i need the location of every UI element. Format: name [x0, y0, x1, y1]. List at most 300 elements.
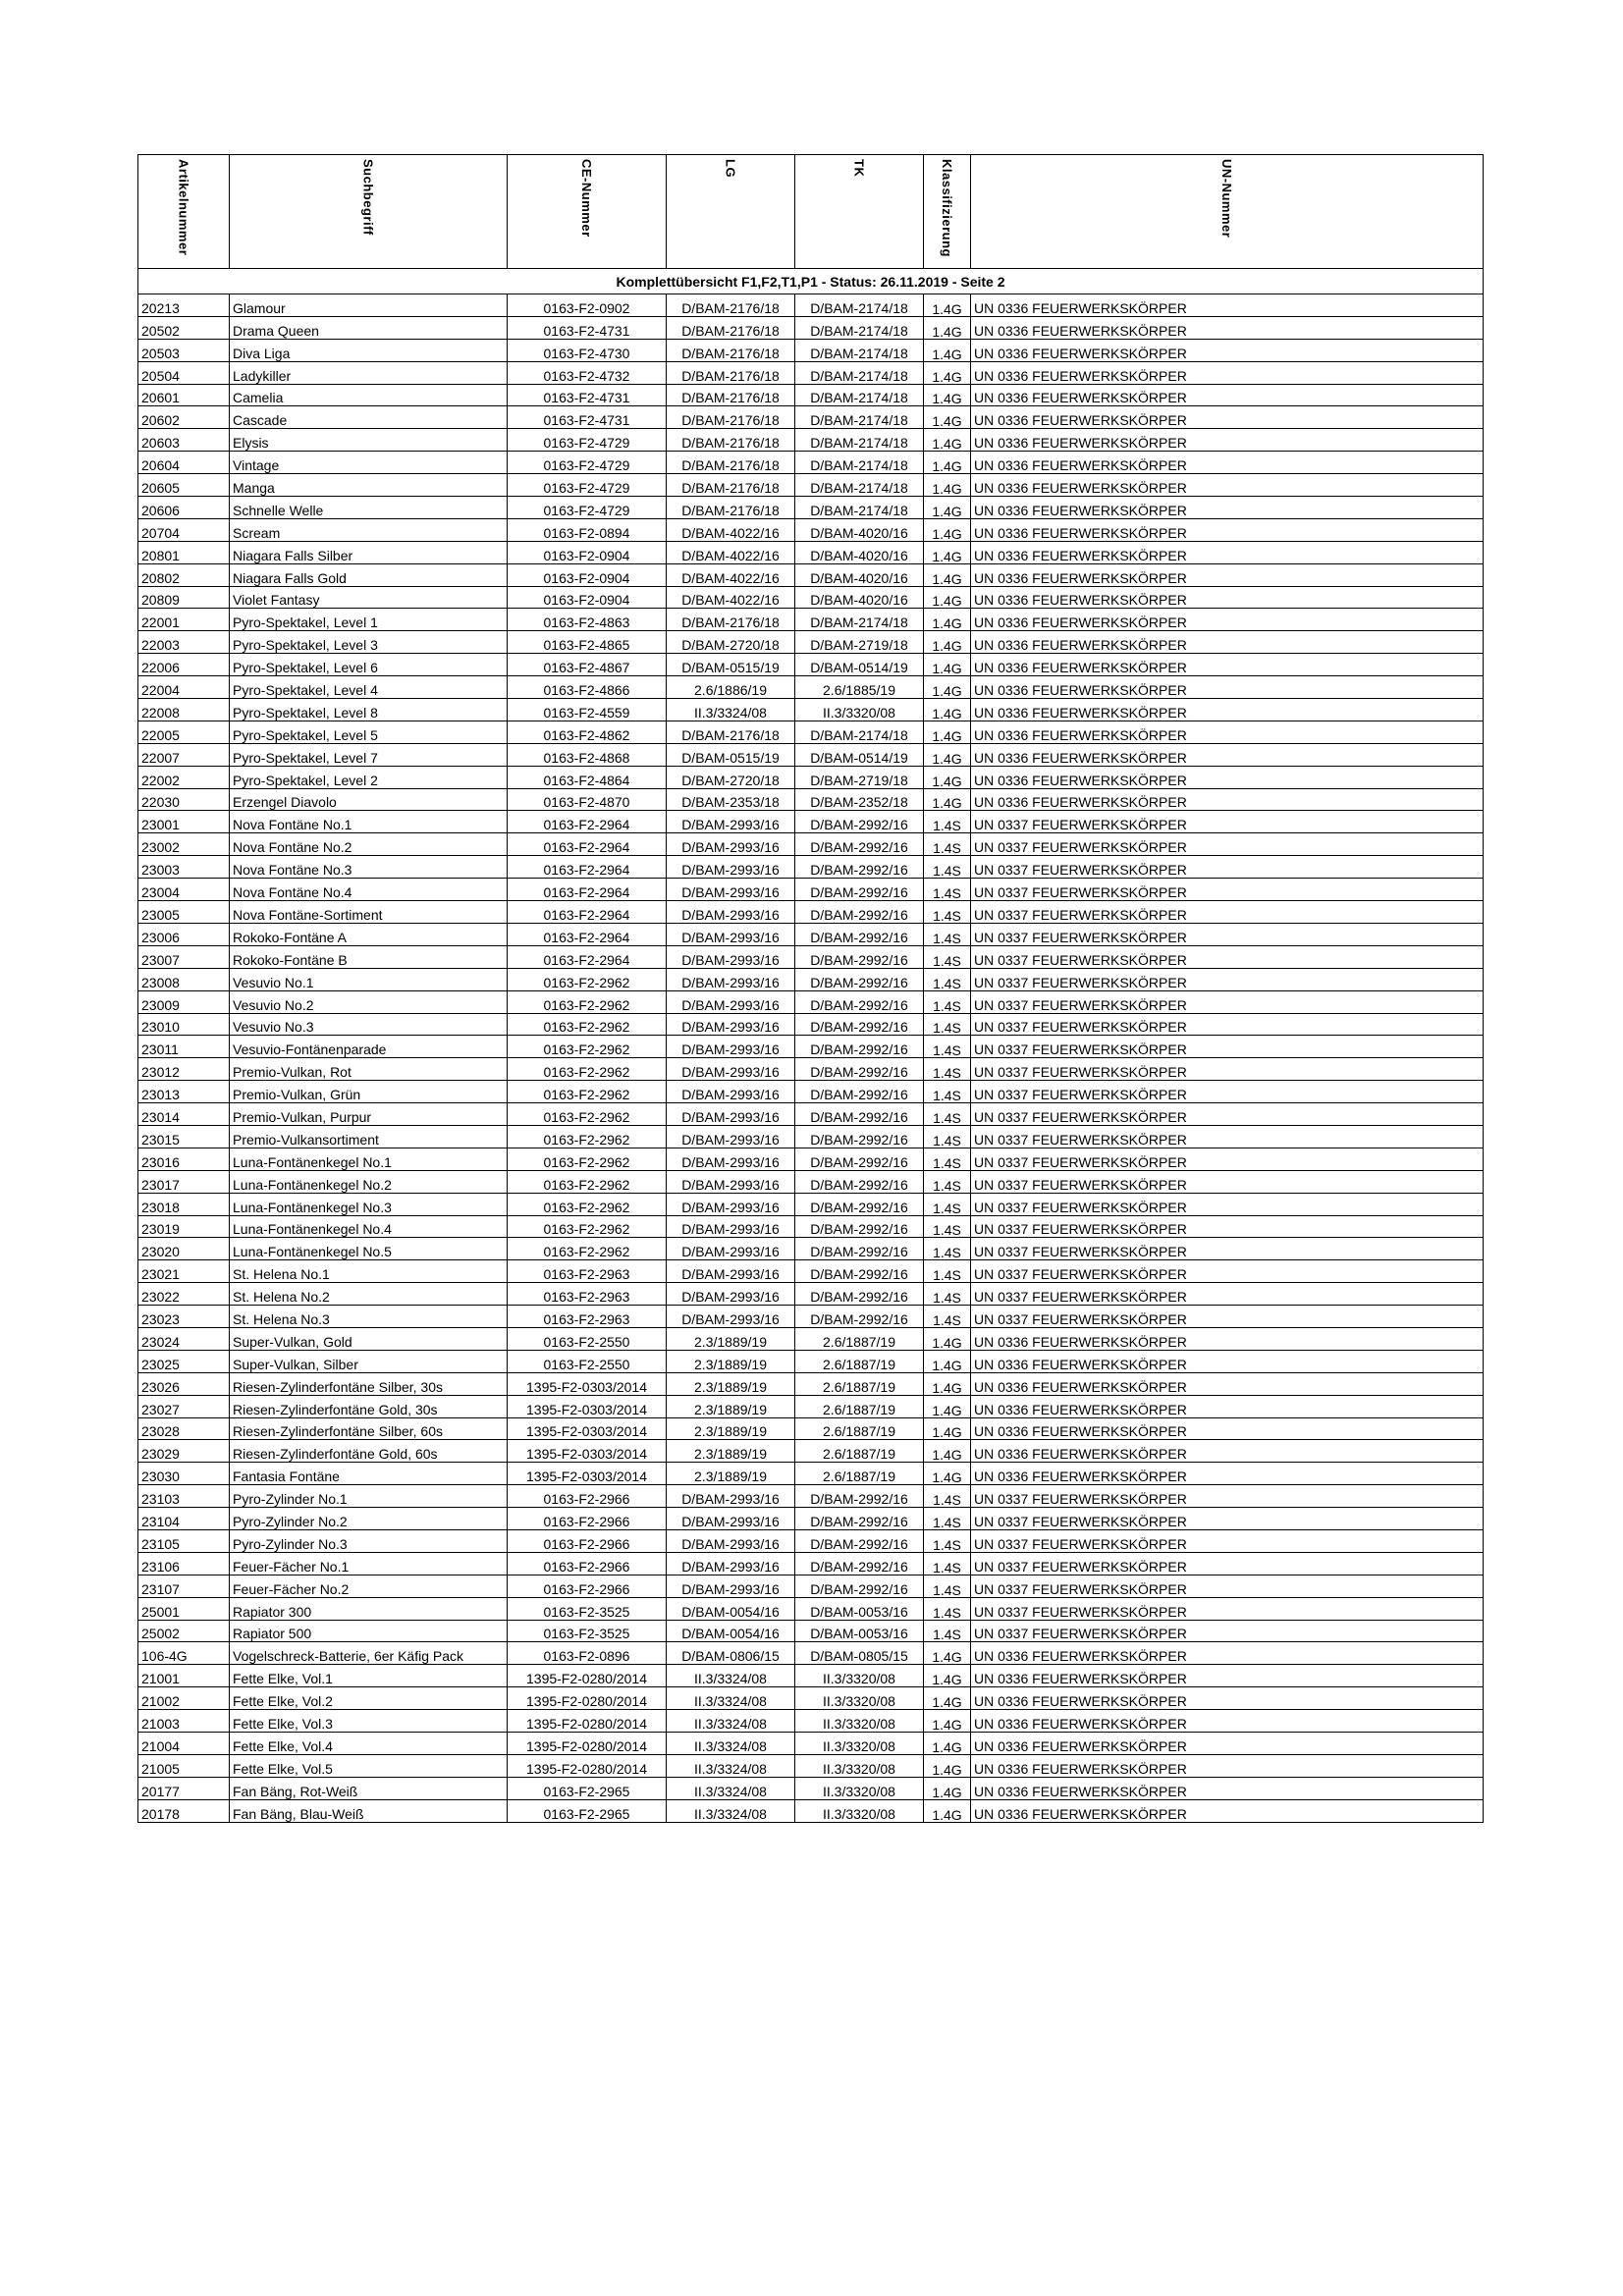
cell-suchbegriff: Vintage — [230, 452, 508, 474]
cell-ce-nummer: 0163-F2-0904 — [508, 563, 667, 586]
table-row — [138, 361, 1484, 384]
cell-tk: D/BAM-2992/16 — [795, 879, 924, 901]
cell-klassifizierung: 1.4S — [924, 1193, 971, 1215]
cell-suchbegriff: Luna-Fontänenkegel No.5 — [230, 1238, 508, 1260]
cell-ce-nummer: 0163-F2-2964 — [508, 879, 667, 901]
cell-ce-nummer: 0163-F2-2962 — [508, 1013, 667, 1036]
cell-tk: D/BAM-2352/18 — [795, 788, 924, 811]
cell-suchbegriff: St. Helena No.2 — [230, 1283, 508, 1306]
cell-un-nummer: UN 0336 FEUERWERKSKÖRPER — [971, 788, 1484, 811]
cell-ce-nummer: 0163-F2-2962 — [508, 1081, 667, 1103]
cell-artikelnummer: 20802 — [138, 563, 230, 586]
table-row — [138, 1754, 1484, 1777]
cell-un-nummer: UN 0336 FEUERWERKSKÖRPER — [971, 609, 1484, 631]
cell-tk: D/BAM-2992/16 — [795, 1125, 924, 1148]
cell-tk: D/BAM-2992/16 — [795, 1081, 924, 1103]
cell-tk: D/BAM-2174/18 — [795, 497, 924, 519]
cell-lg: D/BAM-2993/16 — [667, 923, 795, 945]
cell-artikelnummer: 23029 — [138, 1440, 230, 1463]
cell-klassifizierung: 1.4G — [924, 1327, 971, 1350]
cell-lg: D/BAM-2176/18 — [667, 721, 795, 743]
cell-un-nummer: UN 0337 FEUERWERKSKÖRPER — [971, 1508, 1484, 1530]
cell-lg: D/BAM-2720/18 — [667, 766, 795, 788]
cell-tk: II.3/3320/08 — [795, 1687, 924, 1710]
cell-klassifizierung: 1.4G — [924, 1687, 971, 1710]
cell-un-nummer: UN 0337 FEUERWERKSKÖRPER — [971, 856, 1484, 879]
cell-tk: D/BAM-4020/16 — [795, 563, 924, 586]
cell-un-nummer: UN 0337 FEUERWERKSKÖRPER — [971, 1036, 1484, 1058]
table-row — [138, 541, 1484, 563]
cell-ce-nummer: 1395-F2-0280/2014 — [508, 1687, 667, 1710]
cell-suchbegriff: Pyro-Spektakel, Level 4 — [230, 676, 508, 699]
cell-ce-nummer: 0163-F2-4729 — [508, 429, 667, 452]
table-row — [138, 676, 1484, 699]
cell-tk: D/BAM-2719/18 — [795, 766, 924, 788]
cell-tk: D/BAM-2992/16 — [795, 1508, 924, 1530]
cell-suchbegriff: Premio-Vulkansortiment — [230, 1125, 508, 1148]
table-row — [138, 1013, 1484, 1036]
cell-un-nummer: UN 0336 FEUERWERKSKÖRPER — [971, 1440, 1484, 1463]
cell-artikelnummer: 22003 — [138, 631, 230, 654]
cell-un-nummer: UN 0337 FEUERWERKSKÖRPER — [971, 1103, 1484, 1126]
cell-artikelnummer: 23103 — [138, 1485, 230, 1508]
cell-suchbegriff: Super-Vulkan, Gold — [230, 1327, 508, 1350]
cell-ce-nummer: 0163-F2-2962 — [508, 1148, 667, 1170]
table-row — [138, 1125, 1484, 1148]
table-row — [138, 1552, 1484, 1575]
cell-ce-nummer: 0163-F2-4729 — [508, 452, 667, 474]
cell-klassifizierung: 1.4S — [924, 1260, 971, 1283]
cell-klassifizierung: 1.4G — [924, 541, 971, 563]
cell-suchbegriff: Fette Elke, Vol.5 — [230, 1754, 508, 1777]
cell-lg: D/BAM-2176/18 — [667, 452, 795, 474]
cell-artikelnummer: 25002 — [138, 1620, 230, 1642]
cell-lg: 2.6/1886/19 — [667, 676, 795, 699]
cell-klassifizierung: 1.4S — [924, 1081, 971, 1103]
cell-ce-nummer: 0163-F2-4866 — [508, 676, 667, 699]
cell-un-nummer: UN 0337 FEUERWERKSKÖRPER — [971, 923, 1484, 945]
cell-lg: D/BAM-0054/16 — [667, 1620, 795, 1642]
cell-artikelnummer: 23009 — [138, 990, 230, 1013]
cell-ce-nummer: 0163-F2-2962 — [508, 1036, 667, 1058]
cell-un-nummer: UN 0336 FEUERWERKSKÖRPER — [971, 497, 1484, 519]
cell-lg: D/BAM-2993/16 — [667, 901, 795, 924]
cell-artikelnummer: 23027 — [138, 1395, 230, 1417]
table-row — [138, 766, 1484, 788]
cell-lg: D/BAM-2993/16 — [667, 1485, 795, 1508]
cell-un-nummer: UN 0336 FEUERWERKSKÖRPER — [971, 1372, 1484, 1395]
cell-artikelnummer: 20704 — [138, 518, 230, 541]
cell-klassifizierung: 1.4G — [924, 743, 971, 766]
cell-tk: 2.6/1887/19 — [795, 1372, 924, 1395]
cell-un-nummer: UN 0337 FEUERWERKSKÖRPER — [971, 833, 1484, 856]
cell-un-nummer: UN 0337 FEUERWERKSKÖRPER — [971, 1597, 1484, 1620]
cell-suchbegriff: Schnelle Welle — [230, 497, 508, 519]
cell-tk: D/BAM-2174/18 — [795, 316, 924, 339]
cell-suchbegriff: Luna-Fontänenkegel No.1 — [230, 1148, 508, 1170]
cell-ce-nummer: 0163-F2-2964 — [508, 923, 667, 945]
cell-lg: D/BAM-2176/18 — [667, 339, 795, 361]
cell-lg: D/BAM-4022/16 — [667, 518, 795, 541]
cell-ce-nummer: 0163-F2-4559 — [508, 699, 667, 721]
table-row — [138, 743, 1484, 766]
cell-artikelnummer: 22001 — [138, 609, 230, 631]
cell-suchbegriff: Niagara Falls Silber — [230, 541, 508, 563]
cell-ce-nummer: 1395-F2-0280/2014 — [508, 1754, 667, 1777]
cell-suchbegriff: Nova Fontäne No.3 — [230, 856, 508, 879]
cell-ce-nummer: 1395-F2-0303/2014 — [508, 1440, 667, 1463]
cell-artikelnummer: 23001 — [138, 811, 230, 833]
cell-ce-nummer: 0163-F2-2962 — [508, 1193, 667, 1215]
cell-suchbegriff: Fette Elke, Vol.1 — [230, 1665, 508, 1687]
cell-suchbegriff: Riesen-Zylinderfontäne Gold, 60s — [230, 1440, 508, 1463]
cell-artikelnummer: 23018 — [138, 1193, 230, 1215]
cell-lg: D/BAM-2993/16 — [667, 1058, 795, 1081]
cell-artikelnummer: 23106 — [138, 1552, 230, 1575]
cell-tk: D/BAM-2992/16 — [795, 1036, 924, 1058]
cell-un-nummer: UN 0336 FEUERWERKSKÖRPER — [971, 676, 1484, 699]
cell-un-nummer: UN 0337 FEUERWERKSKÖRPER — [971, 1193, 1484, 1215]
cell-artikelnummer: 23028 — [138, 1417, 230, 1440]
cell-lg: D/BAM-2176/18 — [667, 384, 795, 406]
cell-klassifizierung: 1.4S — [924, 811, 971, 833]
cell-tk: D/BAM-2174/18 — [795, 609, 924, 631]
cell-suchbegriff: Rapiator 500 — [230, 1620, 508, 1642]
cell-suchbegriff: Fette Elke, Vol.4 — [230, 1733, 508, 1755]
cell-ce-nummer: 0163-F2-4864 — [508, 766, 667, 788]
table-row — [138, 609, 1484, 631]
cell-klassifizierung: 1.4G — [924, 474, 971, 497]
cell-lg: D/BAM-2176/18 — [667, 474, 795, 497]
cell-un-nummer: UN 0337 FEUERWERKSKÖRPER — [971, 901, 1484, 924]
cell-tk: D/BAM-2992/16 — [795, 1529, 924, 1552]
cell-un-nummer: UN 0336 FEUERWERKSKÖRPER — [971, 1463, 1484, 1485]
cell-suchbegriff: Manga — [230, 474, 508, 497]
cell-ce-nummer: 1395-F2-0280/2014 — [508, 1665, 667, 1687]
cell-klassifizierung: 1.4G — [924, 316, 971, 339]
table-row — [138, 474, 1484, 497]
cell-tk: D/BAM-2992/16 — [795, 901, 924, 924]
cell-lg: D/BAM-2353/18 — [667, 788, 795, 811]
cell-suchbegriff: Riesen-Zylinderfontäne Silber, 60s — [230, 1417, 508, 1440]
table-row — [138, 1440, 1484, 1463]
table-body — [138, 294, 1484, 1823]
cell-suchbegriff: Premio-Vulkan, Purpur — [230, 1103, 508, 1126]
cell-klassifizierung: 1.4S — [924, 1552, 971, 1575]
cell-artikelnummer: 23105 — [138, 1529, 230, 1552]
cell-artikelnummer: 22004 — [138, 676, 230, 699]
cell-lg: D/BAM-2176/18 — [667, 406, 795, 429]
cell-un-nummer: UN 0336 FEUERWERKSKÖRPER — [971, 1777, 1484, 1799]
cell-klassifizierung: 1.4S — [924, 1597, 971, 1620]
table-row — [138, 1485, 1484, 1508]
table-row — [138, 699, 1484, 721]
cell-ce-nummer: 1395-F2-0303/2014 — [508, 1372, 667, 1395]
cell-tk: D/BAM-2992/16 — [795, 1193, 924, 1215]
cell-ce-nummer: 0163-F2-2962 — [508, 990, 667, 1013]
cell-klassifizierung: 1.4S — [924, 945, 971, 968]
cell-artikelnummer: 23015 — [138, 1125, 230, 1148]
cell-lg: D/BAM-4022/16 — [667, 563, 795, 586]
cell-ce-nummer: 0163-F2-2966 — [508, 1485, 667, 1508]
cell-klassifizierung: 1.4G — [924, 1733, 971, 1755]
cell-klassifizierung: 1.4G — [924, 294, 971, 317]
cell-suchbegriff: Vesuvio No.1 — [230, 968, 508, 990]
cell-klassifizierung: 1.4S — [924, 1620, 971, 1642]
cell-tk: D/BAM-2992/16 — [795, 1170, 924, 1193]
cell-artikelnummer: 20213 — [138, 294, 230, 317]
cell-lg: D/BAM-2993/16 — [667, 1575, 795, 1597]
cell-suchbegriff: Premio-Vulkan, Rot — [230, 1058, 508, 1081]
cell-suchbegriff: Super-Vulkan, Silber — [230, 1350, 508, 1372]
cell-artikelnummer: 20177 — [138, 1777, 230, 1799]
cell-klassifizierung: 1.4S — [924, 968, 971, 990]
cell-ce-nummer: 1395-F2-0303/2014 — [508, 1395, 667, 1417]
cell-klassifizierung: 1.4S — [924, 1170, 971, 1193]
cell-lg: D/BAM-4022/16 — [667, 586, 795, 609]
cell-suchbegriff: Fan Bäng, Rot-Weiß — [230, 1777, 508, 1799]
cell-suchbegriff: Rokoko-Fontäne B — [230, 945, 508, 968]
cell-klassifizierung: 1.4S — [924, 1529, 971, 1552]
cell-artikelnummer: 20809 — [138, 586, 230, 609]
cell-klassifizierung: 1.4S — [924, 1215, 971, 1238]
cell-ce-nummer: 1395-F2-0280/2014 — [508, 1710, 667, 1733]
table-row — [138, 945, 1484, 968]
cell-klassifizierung: 1.4G — [924, 1350, 971, 1372]
cell-ce-nummer: 0163-F2-2965 — [508, 1777, 667, 1799]
cell-un-nummer: UN 0336 FEUERWERKSKÖRPER — [971, 1710, 1484, 1733]
cell-klassifizierung: 1.4S — [924, 1125, 971, 1148]
cell-un-nummer: UN 0336 FEUERWERKSKÖRPER — [971, 429, 1484, 452]
table-row — [138, 1597, 1484, 1620]
cell-lg: D/BAM-0806/15 — [667, 1642, 795, 1665]
cell-lg: II.3/3324/08 — [667, 699, 795, 721]
title-row — [138, 269, 1484, 294]
cell-un-nummer: UN 0336 FEUERWERKSKÖRPER — [971, 541, 1484, 563]
cell-klassifizierung: 1.4G — [924, 676, 971, 699]
table-row — [138, 1350, 1484, 1372]
cell-lg: D/BAM-2993/16 — [667, 1103, 795, 1126]
cell-klassifizierung: 1.4G — [924, 361, 971, 384]
cell-ce-nummer: 0163-F2-2964 — [508, 901, 667, 924]
cell-lg: D/BAM-2993/16 — [667, 811, 795, 833]
cell-lg: D/BAM-2993/16 — [667, 1148, 795, 1170]
cell-klassifizierung: 1.4S — [924, 1306, 971, 1328]
cell-un-nummer: UN 0337 FEUERWERKSKÖRPER — [971, 1125, 1484, 1148]
cell-lg: D/BAM-2720/18 — [667, 631, 795, 654]
cell-artikelnummer: 23013 — [138, 1081, 230, 1103]
cell-un-nummer: UN 0336 FEUERWERKSKÖRPER — [971, 654, 1484, 676]
table-row — [138, 788, 1484, 811]
cell-artikelnummer: 23026 — [138, 1372, 230, 1395]
cell-artikelnummer: 20602 — [138, 406, 230, 429]
cell-suchbegriff: Drama Queen — [230, 316, 508, 339]
cell-ce-nummer: 0163-F2-4731 — [508, 384, 667, 406]
cell-klassifizierung: 1.4G — [924, 497, 971, 519]
header-lg: LG — [667, 155, 795, 269]
cell-suchbegriff: Ladykiller — [230, 361, 508, 384]
cell-artikelnummer: 23002 — [138, 833, 230, 856]
cell-klassifizierung: 1.4S — [924, 923, 971, 945]
cell-lg: D/BAM-2993/16 — [667, 1215, 795, 1238]
table-row — [138, 1665, 1484, 1687]
table-row — [138, 1417, 1484, 1440]
cell-suchbegriff: Camelia — [230, 384, 508, 406]
header-klassifizierung: Klassifizierung — [924, 155, 971, 269]
cell-lg: II.3/3324/08 — [667, 1687, 795, 1710]
cell-klassifizierung: 1.4S — [924, 990, 971, 1013]
table-row — [138, 1620, 1484, 1642]
cell-suchbegriff: Pyro-Zylinder No.3 — [230, 1529, 508, 1552]
cell-klassifizierung: 1.4S — [924, 1575, 971, 1597]
cell-klassifizierung: 1.4S — [924, 1103, 971, 1126]
cell-artikelnummer: 23003 — [138, 856, 230, 879]
cell-suchbegriff: Rokoko-Fontäne A — [230, 923, 508, 945]
cell-artikelnummer: 23005 — [138, 901, 230, 924]
cell-klassifizierung: 1.4S — [924, 1485, 971, 1508]
cell-un-nummer: UN 0336 FEUERWERKSKÖRPER — [971, 474, 1484, 497]
cell-lg: D/BAM-0515/19 — [667, 743, 795, 766]
table-row — [138, 1508, 1484, 1530]
cell-un-nummer: UN 0336 FEUERWERKSKÖRPER — [971, 1327, 1484, 1350]
cell-suchbegriff: Violet Fantasy — [230, 586, 508, 609]
cell-un-nummer: UN 0337 FEUERWERKSKÖRPER — [971, 1081, 1484, 1103]
cell-klassifizierung: 1.4S — [924, 879, 971, 901]
cell-suchbegriff: Pyro-Zylinder No.1 — [230, 1485, 508, 1508]
cell-lg: D/BAM-2993/16 — [667, 1036, 795, 1058]
cell-un-nummer: UN 0336 FEUERWERKSKÖRPER — [971, 361, 1484, 384]
cell-ce-nummer: 0163-F2-2963 — [508, 1306, 667, 1328]
cell-lg: D/BAM-2993/16 — [667, 990, 795, 1013]
cell-artikelnummer: 20606 — [138, 497, 230, 519]
cell-un-nummer: UN 0336 FEUERWERKSKÖRPER — [971, 339, 1484, 361]
cell-ce-nummer: 0163-F2-2964 — [508, 833, 667, 856]
cell-tk: D/BAM-2992/16 — [795, 811, 924, 833]
cell-suchbegriff: Premio-Vulkan, Grün — [230, 1081, 508, 1103]
table-row — [138, 901, 1484, 924]
overview-table — [137, 154, 1484, 1823]
cell-lg: D/BAM-4022/16 — [667, 541, 795, 563]
cell-un-nummer: UN 0337 FEUERWERKSKÖRPER — [971, 1575, 1484, 1597]
cell-artikelnummer: 22002 — [138, 766, 230, 788]
cell-un-nummer: UN 0337 FEUERWERKSKÖRPER — [971, 1260, 1484, 1283]
cell-artikelnummer: 20603 — [138, 429, 230, 452]
cell-ce-nummer: 0163-F2-2966 — [508, 1508, 667, 1530]
table-row — [138, 1036, 1484, 1058]
cell-artikelnummer: 22005 — [138, 721, 230, 743]
cell-tk: D/BAM-2174/18 — [795, 429, 924, 452]
cell-un-nummer: UN 0337 FEUERWERKSKÖRPER — [971, 811, 1484, 833]
table-row — [138, 1642, 1484, 1665]
cell-tk: D/BAM-2992/16 — [795, 1148, 924, 1170]
cell-tk: D/BAM-2174/18 — [795, 474, 924, 497]
cell-ce-nummer: 0163-F2-4731 — [508, 406, 667, 429]
cell-suchbegriff: Pyro-Spektakel, Level 7 — [230, 743, 508, 766]
cell-suchbegriff: St. Helena No.1 — [230, 1260, 508, 1283]
cell-un-nummer: UN 0336 FEUERWERKSKÖRPER — [971, 518, 1484, 541]
cell-artikelnummer: 23008 — [138, 968, 230, 990]
cell-suchbegriff: Rapiator 300 — [230, 1597, 508, 1620]
cell-artikelnummer: 106-4G — [138, 1642, 230, 1665]
cell-ce-nummer: 0163-F2-2966 — [508, 1552, 667, 1575]
cell-lg: D/BAM-2176/18 — [667, 294, 795, 317]
cell-tk: D/BAM-4020/16 — [795, 586, 924, 609]
cell-tk: 2.6/1887/19 — [795, 1327, 924, 1350]
cell-lg: D/BAM-2993/16 — [667, 1193, 795, 1215]
cell-suchbegriff: Nova Fontäne No.1 — [230, 811, 508, 833]
cell-ce-nummer: 0163-F2-3525 — [508, 1620, 667, 1642]
cell-artikelnummer: 23023 — [138, 1306, 230, 1328]
cell-suchbegriff: Erzengel Diavolo — [230, 788, 508, 811]
cell-tk: 2.6/1887/19 — [795, 1440, 924, 1463]
cell-suchbegriff: Luna-Fontänenkegel No.3 — [230, 1193, 508, 1215]
cell-suchbegriff: Riesen-Zylinderfontäne Gold, 30s — [230, 1395, 508, 1417]
cell-ce-nummer: 0163-F2-2963 — [508, 1283, 667, 1306]
cell-artikelnummer: 21002 — [138, 1687, 230, 1710]
cell-klassifizierung: 1.4G — [924, 1710, 971, 1733]
cell-suchbegriff: Fan Bäng, Blau-Weiß — [230, 1799, 508, 1822]
cell-artikelnummer: 22007 — [138, 743, 230, 766]
cell-lg: 2.3/1889/19 — [667, 1372, 795, 1395]
cell-klassifizierung: 1.4G — [924, 339, 971, 361]
cell-lg: 2.3/1889/19 — [667, 1440, 795, 1463]
table-row — [138, 518, 1484, 541]
cell-ce-nummer: 0163-F2-2966 — [508, 1575, 667, 1597]
cell-artikelnummer: 20503 — [138, 339, 230, 361]
cell-un-nummer: UN 0336 FEUERWERKSKÖRPER — [971, 699, 1484, 721]
cell-klassifizierung: 1.4G — [924, 563, 971, 586]
table-row — [138, 497, 1484, 519]
cell-ce-nummer: 0163-F2-2962 — [508, 1103, 667, 1126]
cell-lg: D/BAM-0515/19 — [667, 654, 795, 676]
cell-artikelnummer: 20604 — [138, 452, 230, 474]
cell-un-nummer: UN 0336 FEUERWERKSKÖRPER — [971, 1733, 1484, 1755]
cell-un-nummer: UN 0336 FEUERWERKSKÖRPER — [971, 1350, 1484, 1372]
table-row — [138, 833, 1484, 856]
cell-klassifizierung: 1.4G — [924, 699, 971, 721]
cell-artikelnummer: 21001 — [138, 1665, 230, 1687]
cell-klassifizierung: 1.4G — [924, 406, 971, 429]
cell-ce-nummer: 1395-F2-0280/2014 — [508, 1733, 667, 1755]
cell-ce-nummer: 0163-F2-3525 — [508, 1597, 667, 1620]
cell-suchbegriff: Nova Fontäne No.2 — [230, 833, 508, 856]
cell-lg: II.3/3324/08 — [667, 1754, 795, 1777]
cell-artikelnummer: 23004 — [138, 879, 230, 901]
cell-un-nummer: UN 0337 FEUERWERKSKÖRPER — [971, 1620, 1484, 1642]
cell-lg: II.3/3324/08 — [667, 1799, 795, 1822]
cell-tk: D/BAM-2992/16 — [795, 990, 924, 1013]
cell-suchbegriff: St. Helena No.3 — [230, 1306, 508, 1328]
header-suchbegriff: Suchbegriff — [230, 155, 508, 269]
cell-lg: D/BAM-2993/16 — [667, 856, 795, 879]
cell-ce-nummer: 0163-F2-4731 — [508, 316, 667, 339]
cell-un-nummer: UN 0336 FEUERWERKSKÖRPER — [971, 1395, 1484, 1417]
cell-ce-nummer: 0163-F2-4730 — [508, 339, 667, 361]
cell-lg: D/BAM-2993/16 — [667, 833, 795, 856]
cell-lg: 2.3/1889/19 — [667, 1327, 795, 1350]
cell-artikelnummer: 22008 — [138, 699, 230, 721]
cell-klassifizierung: 1.4G — [924, 1799, 971, 1822]
table-row — [138, 452, 1484, 474]
cell-tk: D/BAM-2992/16 — [795, 1485, 924, 1508]
cell-suchbegriff: Nova Fontäne-Sortiment — [230, 901, 508, 924]
cell-suchbegriff: Pyro-Spektakel, Level 2 — [230, 766, 508, 788]
cell-artikelnummer: 23011 — [138, 1036, 230, 1058]
cell-tk: D/BAM-2992/16 — [795, 945, 924, 968]
header-tk: TK — [795, 155, 924, 269]
table-row — [138, 1058, 1484, 1081]
cell-tk: D/BAM-2992/16 — [795, 1058, 924, 1081]
